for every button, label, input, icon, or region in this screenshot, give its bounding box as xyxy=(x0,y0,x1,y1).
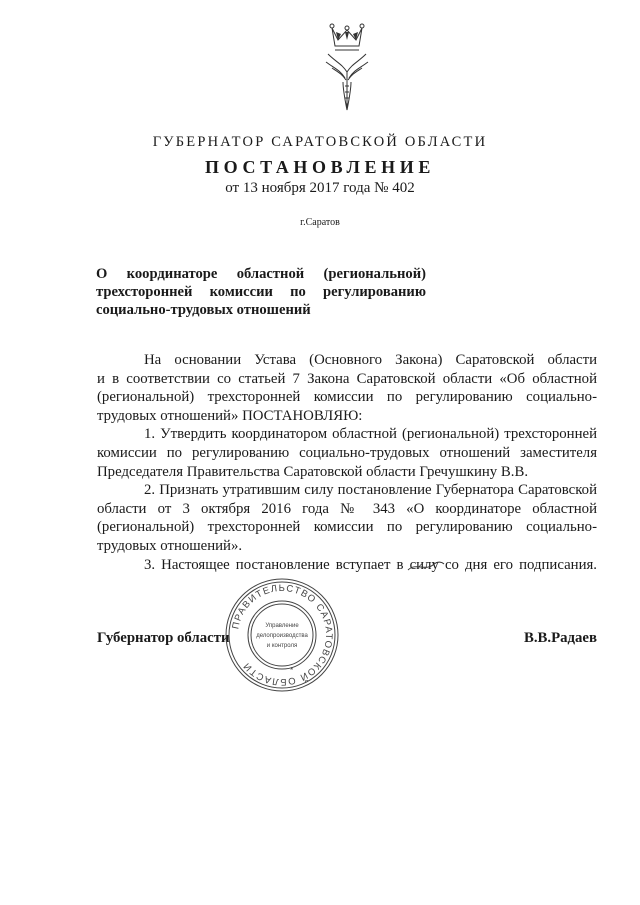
stamp-center-line-1: Управление xyxy=(265,623,299,629)
document-type: ПОСТАНОВЛЕНИЕ xyxy=(205,157,435,177)
body-line: комиссии по регулированию социально-трудовых отношений заместителя xyxy=(97,444,597,461)
body-line: Председателя Правительства Саратовской области Гречушкину В.В. xyxy=(97,463,529,480)
handwritten-strike-mark xyxy=(406,558,446,574)
item-1-paragraph xyxy=(97,425,597,481)
item-3-paragraph xyxy=(97,556,597,575)
signatory-position: Губернатор области xyxy=(97,630,230,646)
body-line: 1. Утвердить координатором областной (региональной) трехсторонней xyxy=(144,426,597,443)
body-line: трудовых отношений». xyxy=(97,537,243,554)
document-title xyxy=(96,265,426,319)
item-3-text-after: со дня его подписания. xyxy=(444,556,597,573)
item-2-paragraph xyxy=(97,481,597,555)
official-stamp xyxy=(222,575,342,695)
preamble-paragraph xyxy=(97,351,597,425)
svg-text:*: * xyxy=(290,666,294,675)
issuing-authority: ГУБЕРНАТОР САРАТОВСКОЙ ОБЛАСТИ xyxy=(152,134,488,150)
document-city: г.Саратов xyxy=(300,217,340,228)
stamp-center-line-3: и контроля xyxy=(266,643,298,649)
coat-of-arms-emblem xyxy=(312,10,382,120)
stamp-center-line-2: делопроизводства xyxy=(256,633,308,639)
body-line: трудовых отношений» ПОСТАНОВЛЯЮ: xyxy=(97,407,363,424)
document-body xyxy=(97,351,597,574)
stamp-ring-text: ПРАВИТЕЛЬСТВО САРАТОВСКОЙ ОБЛАСТИ xyxy=(230,582,335,688)
signatory-name: В.В.Радаев xyxy=(523,630,597,646)
body-line: 2. Признать утратившим силу постановление Губернатора Саратовской xyxy=(144,482,597,499)
body-line: (региональной) трехсторонней комиссии по регулированию социально- xyxy=(97,389,597,406)
body-line: области от 3 октября 2016 года № 343 «О координаторе областной xyxy=(97,500,597,517)
title-line: трехсторонней комиссии по регулированию xyxy=(96,284,426,300)
title-line: О координаторе областной (региональной) xyxy=(96,266,426,282)
title-line: социально-трудовых отношений xyxy=(96,302,311,318)
body-line xyxy=(97,556,597,575)
body-line: и в соответствии со статьей 7 Закона Саратовской области «Об областной xyxy=(97,370,597,387)
document-date-number: от 13 ноября 2017 года № 402 xyxy=(225,180,415,196)
item-3-text-before: 3. Настоящее постановление вступает в xyxy=(144,556,404,573)
struck-word: силу xyxy=(410,556,439,575)
body-line: (региональной) трехсторонней комиссии по регулированию социально- xyxy=(97,519,597,536)
body-line: На основании Устава (Основного Закона) Саратовской области xyxy=(144,352,597,368)
